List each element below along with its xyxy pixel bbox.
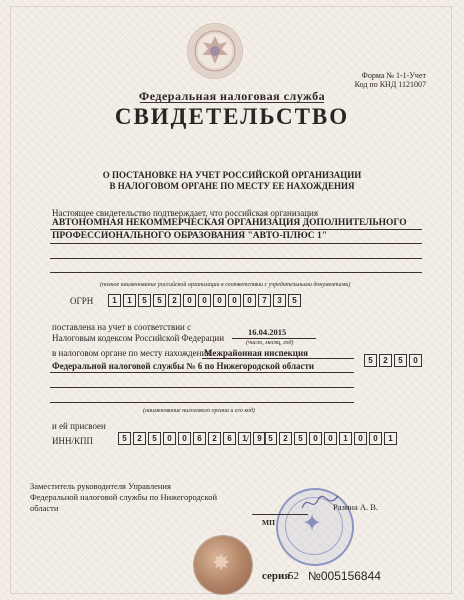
kpp-number [264,432,397,445]
kpp-digit: 2 [279,432,292,445]
signatory-name: Разина А. В. [333,502,379,512]
signatory-title-line2: Федеральной налоговой службы по Нижегородской [30,492,218,502]
ogrn-digit: 1 [108,294,121,307]
series-label: серия [262,570,291,582]
series-number: 52 [288,570,299,582]
organization-name-line2: ПРОФЕССИОНАЛЬНОГО ОБРАЗОВАНИЯ "АВТО-ПЛЮС 1" [52,231,328,241]
ogrn-digit: 1 [123,294,136,307]
authority-code-digit: 5 [364,354,377,367]
document-subtitle-line1: О ПОСТАНОВКЕ НА УЧЕТ РОССИЙСКОЙ ОРГАНИЗАЦИИ [102,170,362,180]
ogrn-digit: 5 [153,294,166,307]
date-rule [232,338,316,339]
inn-digit: 5 [118,432,131,445]
kpp-digit: 0 [324,432,337,445]
document-subtitle-line2: В НАЛОГОВОМ ОРГАНЕ ПО МЕСТУ ЕЕ НАХОЖДЕНИЯ [109,181,355,191]
registration-line2: Налоговым кодексом Российской Федерации [52,333,225,343]
authority-code-digit: 2 [379,354,392,367]
document-title: СВИДЕТЕЛЬСТВО [114,104,350,129]
hologram-sticker-icon [194,536,252,594]
ogrn-digit: 0 [183,294,196,307]
organization-caption: (полное наименование российской организации в соответствии с учредительными документами) [100,282,351,288]
seal-place-mark: МП [262,518,275,527]
ogrn-digit: 5 [288,294,301,307]
kpp-digit: 0 [369,432,382,445]
org-rule-2 [50,243,422,244]
inn-number [118,432,266,445]
kpp-digit: 5 [264,432,277,445]
org-rule-3 [50,258,422,259]
issuing-service: Федеральная налоговая служба [138,89,326,103]
ogrn-digit: 7 [258,294,271,307]
inn-kpp-separator: / [246,433,250,445]
ogrn-digit: 5 [138,294,151,307]
organization-name-line1: АВТОНОМНАЯ НЕКОММЕРЧЕСКАЯ ОРГАНИЗАЦИЯ ДОПОЛНИТЕЛЬНОГО [52,218,407,228]
kpp-digit: 1 [339,432,352,445]
ogrn-digit: 0 [213,294,226,307]
org-rule-1 [50,229,422,230]
authority-rule-2 [50,372,354,373]
inn-digit: 2 [208,432,221,445]
ogrn-digit: 0 [198,294,211,307]
authority-name-line2: Федеральной налоговой службы № 6 по Нижегородской области [52,361,315,371]
state-emblem-icon [188,24,242,78]
inn-digit: 0 [163,432,176,445]
kpp-digit: 0 [354,432,367,445]
form-number: Форма № 1-1-Учет [361,71,426,80]
authority-code [364,354,422,367]
authority-rule-4 [50,402,354,403]
inn-digit: 9 [253,432,266,445]
signature-rule [252,514,308,515]
signatory-title-line1: Заместитель руководителя Управления [30,481,171,491]
registration-date: 16.04.2015 [248,327,287,337]
signatory-title-line3: области [30,503,59,513]
assigned-text: и ей присвоен [52,421,106,431]
authority-name-line1: Межрайонная инспекция [204,348,309,358]
registration-line1: поставлена на учет в соответствии с [52,322,192,332]
authority-rule-3 [50,387,354,388]
authority-label: в налоговом органе по месту нахождения [52,348,211,358]
inn-digit: 1 [238,432,251,445]
inn-kpp-label: ИНН/КПП [52,436,94,446]
serial-number: №005156844 [308,569,381,583]
authority-caption: (наименование налогового органа и его код) [143,408,255,414]
certification-intro: Настоящее свидетельство подтверждает, что российская организация [52,208,318,218]
kpp-digit: 5 [294,432,307,445]
date-caption: (число, месяц, год) [246,340,294,346]
inn-digit: 6 [193,432,206,445]
seal-eagle-icon: ✦ [302,511,323,537]
inn-digit: 0 [178,432,191,445]
kpp-digit: 0 [309,432,322,445]
form-knd-code: Код по КНД 1121007 [354,80,426,89]
hologram-emblem-icon: ✸ [212,550,231,575]
inn-digit: 2 [133,432,146,445]
ogrn-digit: 0 [243,294,256,307]
authority-code-digit: 5 [394,354,407,367]
inn-digit: 6 [223,432,236,445]
inn-digit: 5 [148,432,161,445]
authority-rule-1 [202,358,354,359]
authority-code-digit: 0 [409,354,422,367]
ogrn-number [108,294,301,307]
kpp-digit: 1 [384,432,397,445]
ogrn-digit: 0 [228,294,241,307]
ogrn-label: ОГРН [70,296,94,306]
ogrn-digit: 3 [273,294,286,307]
org-rule-4 [50,272,422,273]
ogrn-digit: 2 [168,294,181,307]
